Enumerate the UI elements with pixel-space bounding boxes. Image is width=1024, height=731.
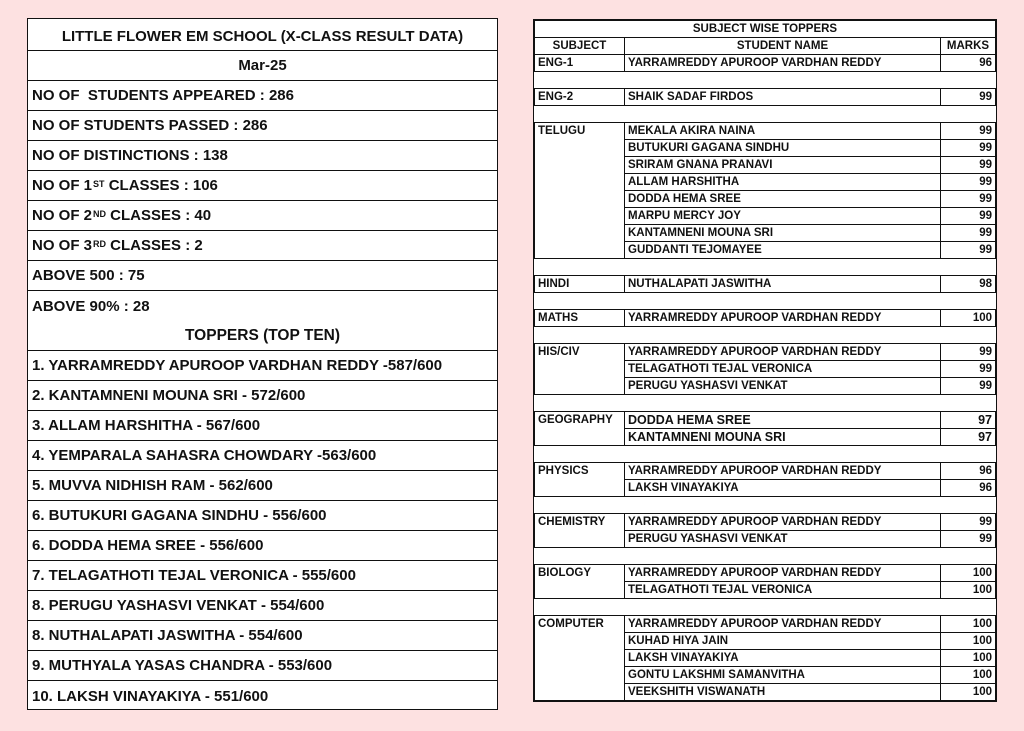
subject-cell: ENG-1 — [535, 55, 625, 72]
subject-cell — [535, 225, 625, 242]
student-name-cell: BUTUKURI GAGANA SINDHU — [625, 140, 941, 157]
subject-topper-row — [535, 463, 996, 480]
marks-cell: 99 — [941, 157, 996, 174]
student-name-cell: LAKSH VINAYAKIYA — [625, 480, 941, 497]
spacer-cell — [535, 327, 996, 344]
subject-topper-row — [535, 412, 996, 429]
stat-text: NO OF DISTINCTIONS : 138 — [32, 147, 228, 164]
subject-cell: ENG-2 — [535, 89, 625, 106]
subject-cell — [535, 667, 625, 684]
subject-cell — [535, 531, 625, 548]
subject-cell — [535, 480, 625, 497]
stat-text: ABOVE 500 : 75 — [32, 267, 145, 284]
subject-topper-row — [535, 616, 996, 633]
stat-row — [28, 231, 497, 261]
marks-cell: 97 — [941, 429, 996, 446]
topper-row: 5. MUVVA NIDHISH RAM - 562/600 — [28, 471, 497, 501]
subject-cell: HINDI — [535, 276, 625, 293]
subject-cell — [535, 140, 625, 157]
topper-row: 7. TELAGATHOTI TEJAL VERONICA - 555/600 — [28, 561, 497, 591]
subject-cell — [535, 157, 625, 174]
subject-cell: HIS/CIV — [535, 344, 625, 361]
topper-row: 4. YEMPARALA SAHASRA CHOWDARY -563/600 — [28, 441, 497, 471]
student-name-cell: PERUGU YASHASVI VENKAT — [625, 378, 941, 395]
topper-row: 2. KANTAMNENI MOUNA SRI - 572/600 — [28, 381, 497, 411]
student-name-cell: DODDA HEMA SREE — [625, 412, 941, 429]
subject-topper-row — [535, 344, 996, 361]
spacer-cell — [535, 72, 996, 89]
topper-row: 3. ALLAM HARSHITHA - 567/600 — [28, 411, 497, 441]
marks-cell: 100 — [941, 684, 996, 701]
subject-topper-row — [535, 123, 996, 140]
ordinal-suffix: RD — [93, 238, 107, 249]
stat-text: NO OF 2 — [32, 207, 93, 224]
marks-cell: 96 — [941, 463, 996, 480]
stat-text: NO OF STUDENTS PASSED : 286 — [32, 117, 268, 134]
subject-topper-row — [535, 89, 996, 106]
ordinal-suffix: ND — [93, 208, 107, 219]
student-name-cell: VEEKSHITH VISWANATH — [625, 684, 941, 701]
subject-topper-row — [535, 480, 996, 497]
subject-cell — [535, 429, 625, 446]
marks-cell: 99 — [941, 242, 996, 259]
subject-cell: BIOLOGY — [535, 565, 625, 582]
marks-cell: 99 — [941, 344, 996, 361]
spacer-cell — [535, 395, 996, 412]
spacer-cell — [535, 259, 996, 276]
stat-row — [28, 171, 497, 201]
group-spacer-row — [535, 395, 996, 412]
subject-cell — [535, 208, 625, 225]
student-name-cell: SRIRAM GNANA PRANAVI — [625, 157, 941, 174]
subject-topper-row — [535, 531, 996, 548]
student-name-cell: PERUGU YASHASVI VENKAT — [625, 531, 941, 548]
student-name-cell: GONTU LAKSHMI SAMANVITHA — [625, 667, 941, 684]
marks-cell: 100 — [941, 582, 996, 599]
student-name-cell: SHAIK SADAF FIRDOS — [625, 89, 941, 106]
stat-row — [28, 261, 497, 291]
subject-topper-row — [535, 276, 996, 293]
student-name-cell: YARRAMREDDY APUROOP VARDHAN REDDY — [625, 55, 941, 72]
spacer-cell — [535, 293, 996, 310]
subject-topper-row — [535, 55, 996, 72]
stat-row — [28, 141, 497, 171]
subject-topper-row — [535, 582, 996, 599]
subject-topper-row — [535, 174, 996, 191]
group-spacer-row — [535, 599, 996, 616]
marks-cell: 97 — [941, 412, 996, 429]
group-spacer-row — [535, 548, 996, 565]
toppers-heading: TOPPERS (TOP TEN) — [28, 321, 497, 351]
student-name-cell: YARRAMREDDY APUROOP VARDHAN REDDY — [625, 514, 941, 531]
result-summary-table — [27, 18, 498, 710]
marks-cell: 99 — [941, 208, 996, 225]
stat-text: NO OF 3 — [32, 237, 93, 254]
student-name-cell: KANTAMNENI MOUNA SRI — [625, 225, 941, 242]
subject-cell — [535, 361, 625, 378]
marks-cell: 99 — [941, 140, 996, 157]
stat-text: NO OF 1 — [32, 177, 93, 194]
marks-cell: 99 — [941, 174, 996, 191]
group-spacer-row — [535, 446, 996, 463]
topper-row: 9. MUTHYALA YASAS CHANDRA - 553/600 — [28, 651, 497, 681]
topper-row: 1. YARRAMREDDY APUROOP VARDHAN REDDY -587/600 — [28, 351, 497, 381]
school-title: LITTLE FLOWER EM SCHOOL (X-CLASS RESULT DATA) — [28, 19, 497, 51]
subject-cell: COMPUTER — [535, 616, 625, 633]
marks-cell: 100 — [941, 650, 996, 667]
subject-cell — [535, 633, 625, 650]
student-name-cell: DODDA HEMA SREE — [625, 191, 941, 208]
spacer-cell — [535, 106, 996, 123]
subject-cell: GEOGRAPHY — [535, 412, 625, 429]
topper-row: 10. LAKSH VINAYAKIYA - 551/600 — [32, 687, 269, 705]
marks-cell: 100 — [941, 310, 996, 327]
subject-topper-row — [535, 361, 996, 378]
header-marks: MARKS — [941, 38, 996, 55]
subject-topper-row — [535, 140, 996, 157]
marks-cell: 99 — [941, 378, 996, 395]
marks-cell: 98 — [941, 276, 996, 293]
student-name-cell: ALLAM HARSHITHA — [625, 174, 941, 191]
student-name-cell: GUDDANTI TEJOMAYEE — [625, 242, 941, 259]
student-name-cell: LAKSH VINAYAKIYA — [625, 650, 941, 667]
stat-row — [28, 291, 497, 321]
marks-cell: 99 — [941, 514, 996, 531]
subject-cell — [535, 191, 625, 208]
subject-cell — [535, 378, 625, 395]
student-name-cell: MEKALA AKIRA NAINA — [625, 123, 941, 140]
student-name-cell: YARRAMREDDY APUROOP VARDHAN REDDY — [625, 344, 941, 361]
subject-cell — [535, 242, 625, 259]
marks-cell: 100 — [941, 565, 996, 582]
student-name-cell: KUHAD HIYA JAIN — [625, 633, 941, 650]
marks-cell: 96 — [941, 480, 996, 497]
subject-topper-row — [535, 684, 996, 701]
subject-topper-row — [535, 225, 996, 242]
stat-text: CLASSES : 2 — [106, 237, 203, 254]
subject-cell — [535, 650, 625, 667]
marks-cell: 99 — [941, 361, 996, 378]
topper-row: 6. DODDA HEMA SREE - 556/600 — [28, 531, 497, 561]
group-spacer-row — [535, 72, 996, 89]
subject-cell: MATHS — [535, 310, 625, 327]
group-spacer-row — [535, 327, 996, 344]
stat-text: ABOVE 90% : 28 — [32, 297, 150, 315]
student-name-cell: TELAGATHOTI TEJAL VERONICA — [625, 582, 941, 599]
group-spacer-row — [535, 259, 996, 276]
marks-cell: 99 — [941, 89, 996, 106]
subject-cell — [535, 582, 625, 599]
spacer-cell — [535, 548, 996, 565]
marks-cell: 99 — [941, 225, 996, 242]
subject-topper-row — [535, 565, 996, 582]
student-name-cell: YARRAMREDDY APUROOP VARDHAN REDDY — [625, 616, 941, 633]
subject-topper-row — [535, 650, 996, 667]
subject-cell — [535, 174, 625, 191]
subject-topper-row — [535, 310, 996, 327]
student-name-cell: YARRAMREDDY APUROOP VARDHAN REDDY — [625, 310, 941, 327]
header-subject: SUBJECT — [535, 38, 625, 55]
ordinal-suffix: ST — [93, 178, 105, 189]
subject-topper-row — [535, 378, 996, 395]
student-name-cell: NUTHALAPATI JASWITHA — [625, 276, 941, 293]
group-spacer-row — [535, 293, 996, 310]
subject-cell — [535, 684, 625, 701]
subject-topper-row — [535, 633, 996, 650]
stat-row — [28, 81, 497, 111]
topper-row: 6. BUTUKURI GAGANA SINDHU - 556/600 — [28, 501, 497, 531]
header-student-name: STUDENT NAME — [625, 38, 941, 55]
group-spacer-row — [535, 497, 996, 514]
marks-cell: 100 — [941, 633, 996, 650]
stat-text: NO OF STUDENTS APPEARED : 286 — [32, 87, 294, 104]
student-name-cell: YARRAMREDDY APUROOP VARDHAN REDDY — [625, 565, 941, 582]
student-name-cell: KANTAMNENI MOUNA SRI — [625, 429, 941, 446]
subject-topper-row — [535, 208, 996, 225]
student-name-cell: MARPU MERCY JOY — [625, 208, 941, 225]
group-spacer-row — [535, 106, 996, 123]
stat-text: CLASSES : 40 — [106, 207, 212, 224]
subject-toppers-table — [533, 19, 997, 702]
marks-cell: 100 — [941, 616, 996, 633]
subject-topper-row — [535, 157, 996, 174]
marks-cell: 99 — [941, 191, 996, 208]
marks-cell: 100 — [941, 667, 996, 684]
stat-text: CLASSES : 106 — [104, 177, 218, 194]
marks-cell: 99 — [941, 531, 996, 548]
subject-cell: CHEMISTRY — [535, 514, 625, 531]
subject-topper-row — [535, 242, 996, 259]
topper-row: 8. PERUGU YASHASVI VENKAT - 554/600 — [28, 591, 497, 621]
subject-topper-row — [535, 429, 996, 446]
topper-row: 8. NUTHALAPATI JASWITHA - 554/600 — [28, 621, 497, 651]
subject-cell: PHYSICS — [535, 463, 625, 480]
stat-row — [28, 111, 497, 141]
spacer-cell — [535, 497, 996, 514]
spacer-cell — [535, 599, 996, 616]
subject-topper-row — [535, 191, 996, 208]
exam-session: Mar-25 — [28, 51, 497, 81]
subject-topper-row — [535, 667, 996, 684]
marks-cell: 99 — [941, 123, 996, 140]
stat-row — [28, 201, 497, 231]
subject-cell: TELUGU — [535, 123, 625, 140]
student-name-cell: YARRAMREDDY APUROOP VARDHAN REDDY — [625, 463, 941, 480]
marks-cell: 96 — [941, 55, 996, 72]
student-name-cell: TELAGATHOTI TEJAL VERONICA — [625, 361, 941, 378]
subject-topper-row — [535, 514, 996, 531]
spacer-cell — [535, 446, 996, 463]
subject-toppers-title: SUBJECT WISE TOPPERS — [535, 21, 996, 38]
